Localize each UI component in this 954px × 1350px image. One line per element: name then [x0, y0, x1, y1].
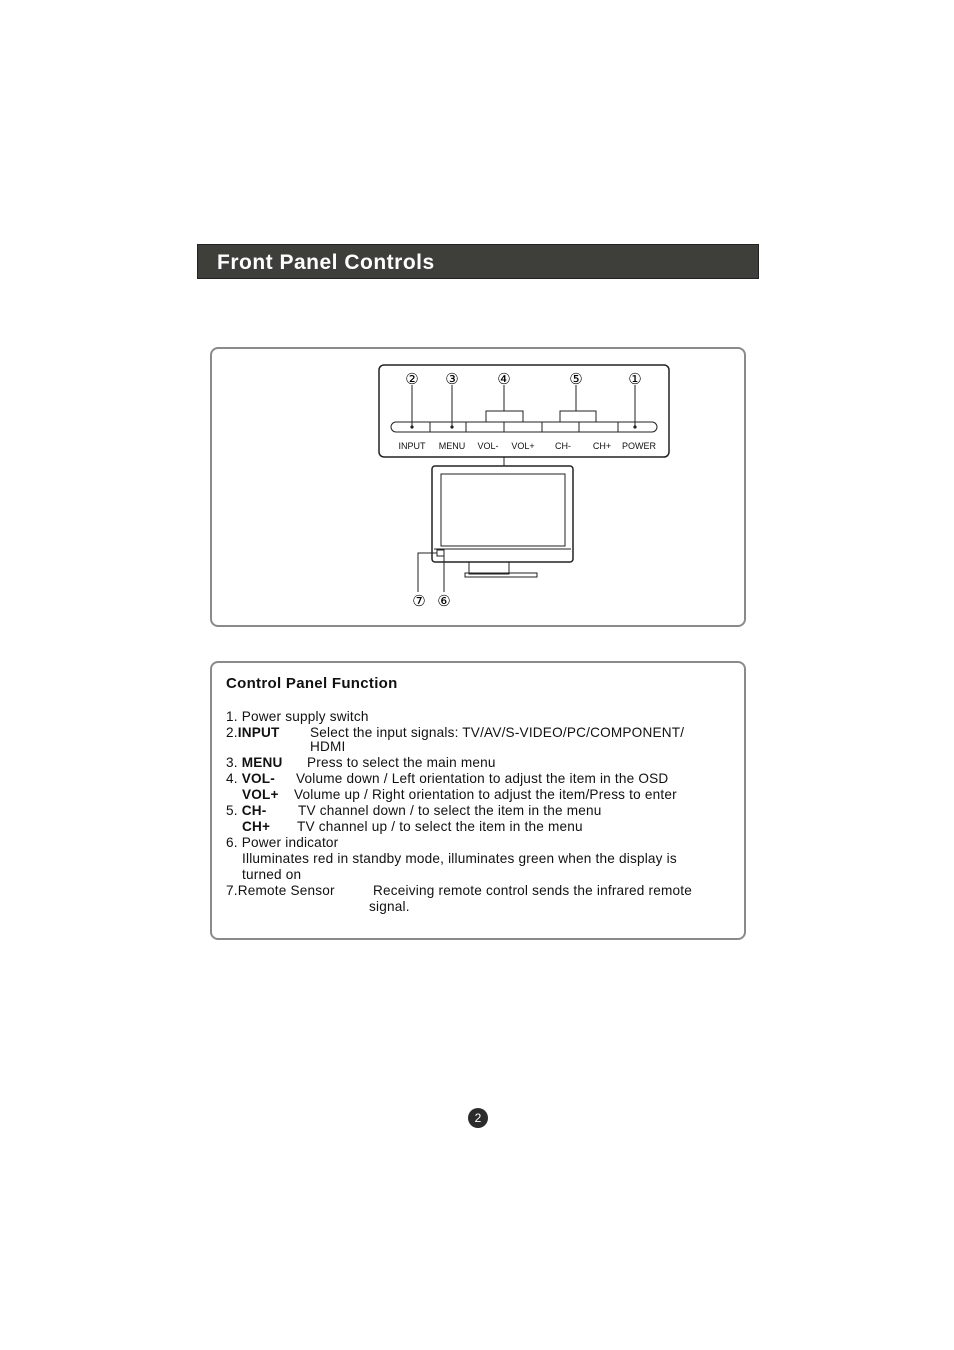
- control-panel-function-box: [210, 661, 746, 940]
- callout-5: ⑤: [569, 371, 583, 388]
- label-menu: MENU: [438, 441, 466, 451]
- item-5a: 5. CH-: [226, 803, 267, 818]
- callout-6: ⑥: [437, 593, 451, 610]
- item-4b: VOL+: [242, 787, 279, 802]
- tv-illustration: [212, 349, 748, 629]
- item-4b-desc: Volume up / Right orientation to adjust the item/Press to enter: [294, 787, 677, 802]
- callout-7: ⑦: [412, 593, 426, 610]
- item-4a: 4. VOL-: [226, 771, 275, 786]
- function-title: Control Panel Function: [226, 675, 398, 692]
- item-6: 6. Power indicator: [226, 835, 339, 850]
- callout-2: ②: [405, 371, 419, 388]
- label-power: POWER: [621, 441, 657, 451]
- item-2: 2.INPUT: [226, 725, 280, 740]
- label-vol-plus: VOL+: [511, 441, 535, 451]
- item-6-desc: Illuminates red in standby mode, illuminates green when the display is: [242, 851, 677, 866]
- item-2-desc-cont: HDMI: [310, 739, 346, 754]
- section-header: [197, 244, 759, 279]
- tv-bezel: [432, 466, 573, 562]
- callout-4: ④: [497, 371, 511, 388]
- item-5b-desc: TV channel up / to select the item in the menu: [297, 819, 583, 834]
- tv-neck: [469, 562, 509, 574]
- button-strip: [391, 422, 657, 432]
- item-3: 3. MENU: [226, 755, 283, 770]
- label-ch-minus: CH-: [555, 441, 571, 451]
- item-7: 7.Remote Sensor: [226, 883, 335, 898]
- callout-1: ①: [628, 371, 642, 388]
- item-6-desc-cont: turned on: [242, 867, 302, 882]
- item-5a-desc: TV channel down / to select the item in the menu: [298, 803, 602, 818]
- item-1: 1. Power supply switch: [226, 709, 369, 724]
- page-number: 2: [468, 1108, 488, 1128]
- label-ch-plus: CH+: [592, 441, 612, 451]
- item-2-desc: Select the input signals: TV/AV/S-VIDEO/PC/COMPONENT/: [310, 725, 685, 740]
- label-vol-minus: VOL-: [477, 441, 499, 451]
- item-4a-desc: Volume down / Left orientation to adjust the item in the OSD: [296, 771, 669, 786]
- front-panel-diagram: [210, 347, 746, 627]
- tv-screen: [441, 474, 565, 546]
- item-7-desc-cont: signal.: [369, 899, 410, 914]
- item-5b: CH+: [242, 819, 271, 834]
- item-7-desc: Receiving remote control sends the infrared remote: [373, 883, 693, 898]
- page-title: Front Panel Controls: [217, 251, 435, 274]
- label-input: INPUT: [398, 441, 426, 451]
- callout-3: ③: [445, 371, 459, 388]
- item-3-desc: Press to select the main menu: [307, 755, 496, 770]
